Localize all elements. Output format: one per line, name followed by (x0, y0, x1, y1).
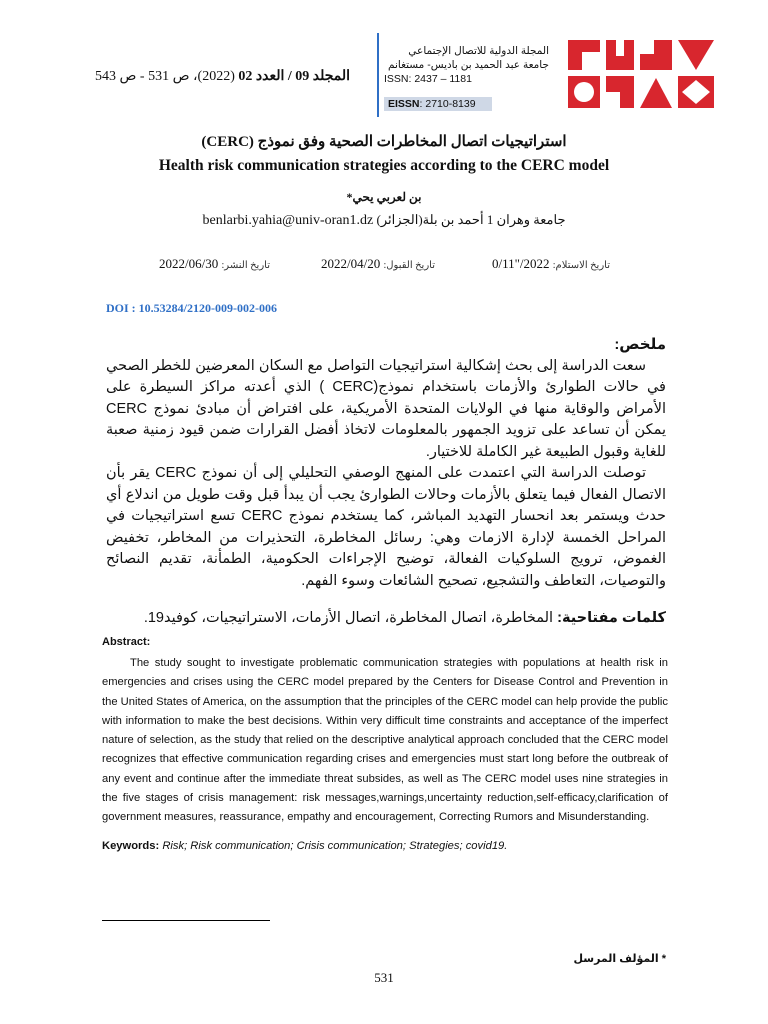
page-number: 531 (374, 970, 394, 985)
title-english: Health risk communication strategies according to the CERC model (158, 157, 610, 174)
accepted-value: 2022/04/20 (321, 256, 381, 271)
published-date (159, 256, 270, 272)
eissn-label: EISSN (388, 98, 420, 110)
keywords-english-label: Keywords: (102, 840, 160, 852)
issn: ISSN: 2437 – 1181 (384, 73, 472, 85)
affiliation (0, 212, 768, 229)
published-label: تاريخ النشر: (221, 260, 270, 271)
received-value: 2022/"0/11 (491, 256, 550, 271)
author-name: بن لعربي يحي* (346, 190, 422, 204)
journal-logo-icon (568, 38, 716, 110)
eissn-value: : 2710-8139 (419, 98, 476, 110)
title-arabic: استراتيجيات اتصال المخاطرات الصحية وفق نموذج (CERC) (201, 134, 567, 150)
received-label: تاريخ الاستلام: (552, 260, 610, 271)
journal-info (384, 44, 549, 86)
keywords-arabic-text: المخاطرة، اتصال المخاطرة، اتصال الأزمات، الاستراتيجيات، كوفيد19. (143, 610, 554, 626)
author-email[interactable]: benlarbi.yahia@univ-oran1.dz (202, 213, 374, 228)
university-name: جامعة عبد الحميد بن باديس- مستغانم (387, 59, 549, 71)
abstract-arabic (106, 334, 666, 592)
abstract-arabic-paragraph-1: سعت الدراسة إلى بحث إشكالية استراتيجيات التواصل مع السكان المعرضين للخطر الصحي في حالات الطوارئ والأزمات باستخدام نموذج(CERC ) الذي أعدته مراكز السيطرة على الأمراض والوقاية منها في الولايات المتحدة الأمريكية، على افتراض أن مبادئ نموذج CERC يمكن أن تساعد على تزويد الجمهور بالمعلومات لاتخاذ أفضل القرارات ضمن قيود زمنية صعبة للغاية وقبول الطبيعة غير الكاملة للاختيار. (106, 357, 666, 460)
abstract-english-text: The study sought to investigate problematic communication strategies with populations at health risk in emergencies and crises using the CERC model prepared by the Centers for Disease Control and Prevention in the United States of America, on the assumption that the principles of the CERC model can help provide the public with information to make the best decisions. Within very difficult time constraints and acceptance of the imperfect nature of selection, as the study that relied on the descriptive analytical approach concluded that the CERC model recognizes that effective communication regarding crises and emergencies must start long before the outbreak of any event and continue after the immediate threat subsides, as well as The CERC model uses nine strategies in the five stages of crisis management: risk messages,warnings,uncertainty reduction,self-efficacy,clarification of government measures, reassurance, empathy and encouragement, Correcting Rumors and Misunderstanding. (102, 657, 668, 824)
abstract-arabic-heading: ملخص: (614, 336, 666, 353)
keywords-english-text: Risk; Risk communication; Crisis communication; Strategies; covid19. (162, 840, 508, 852)
affiliation-text: جامعة وهران 1 أحمد بن بلة(الجزائر) (376, 212, 566, 227)
year-pages: (2022)، ص 531 - ص 543 (95, 69, 235, 84)
accepted-date (321, 256, 435, 272)
doi-link[interactable]: DOI : 10.53284/2120-009-002-006 (106, 301, 277, 315)
footnote-divider (102, 920, 270, 921)
abstract-english-heading: Abstract: (102, 636, 151, 648)
eissn (384, 97, 492, 111)
issue-reference (95, 68, 367, 85)
received-date (492, 256, 610, 272)
keywords-english (102, 840, 668, 852)
accepted-label: تاريخ القبول: (383, 260, 435, 271)
journal-name: المجلة الدولية للاتصال الإجتماعي (408, 45, 549, 57)
header-divider (377, 33, 379, 117)
volume-issue: المجلد 09 / العدد 02 (238, 69, 351, 84)
article-dates (150, 256, 610, 274)
corresponding-author-note: * المؤلف المرسل (573, 953, 666, 965)
keywords-arabic-label: كلمات مفتاحية: (557, 610, 666, 626)
abstract-arabic-paragraph-2: توصلت الدراسة التي اعتمدت على المنهج الوصفي التحليلي إلى أن نموذج CERC يقر بأن الاتصال الفعال فيما يتعلق بالأزمات وحالات الطوارئ يجب أن يبدأ قبل وقت طويل من اندلاع أي حدث ويستمر بعد انحسار التهديد المباشر، كما يستخدم نموذج CERC تسع استراتيجيات في المراحل الخمسة لإدارة الازمات وهي: رسائل المخاطرة، التحذيرات من المخاطر، تخفيض الغموض، ترويج السلوكيات الفعالة، توضيح الإجراءات الحكومية، الطمأنة، تقديم النصائح والتوصيات، التعاطف والتشجيع، تصحيح الشائعات وسوء الفهم. (106, 465, 667, 589)
keywords-arabic (106, 610, 666, 626)
published-value: 2022/06/30 (159, 256, 219, 271)
